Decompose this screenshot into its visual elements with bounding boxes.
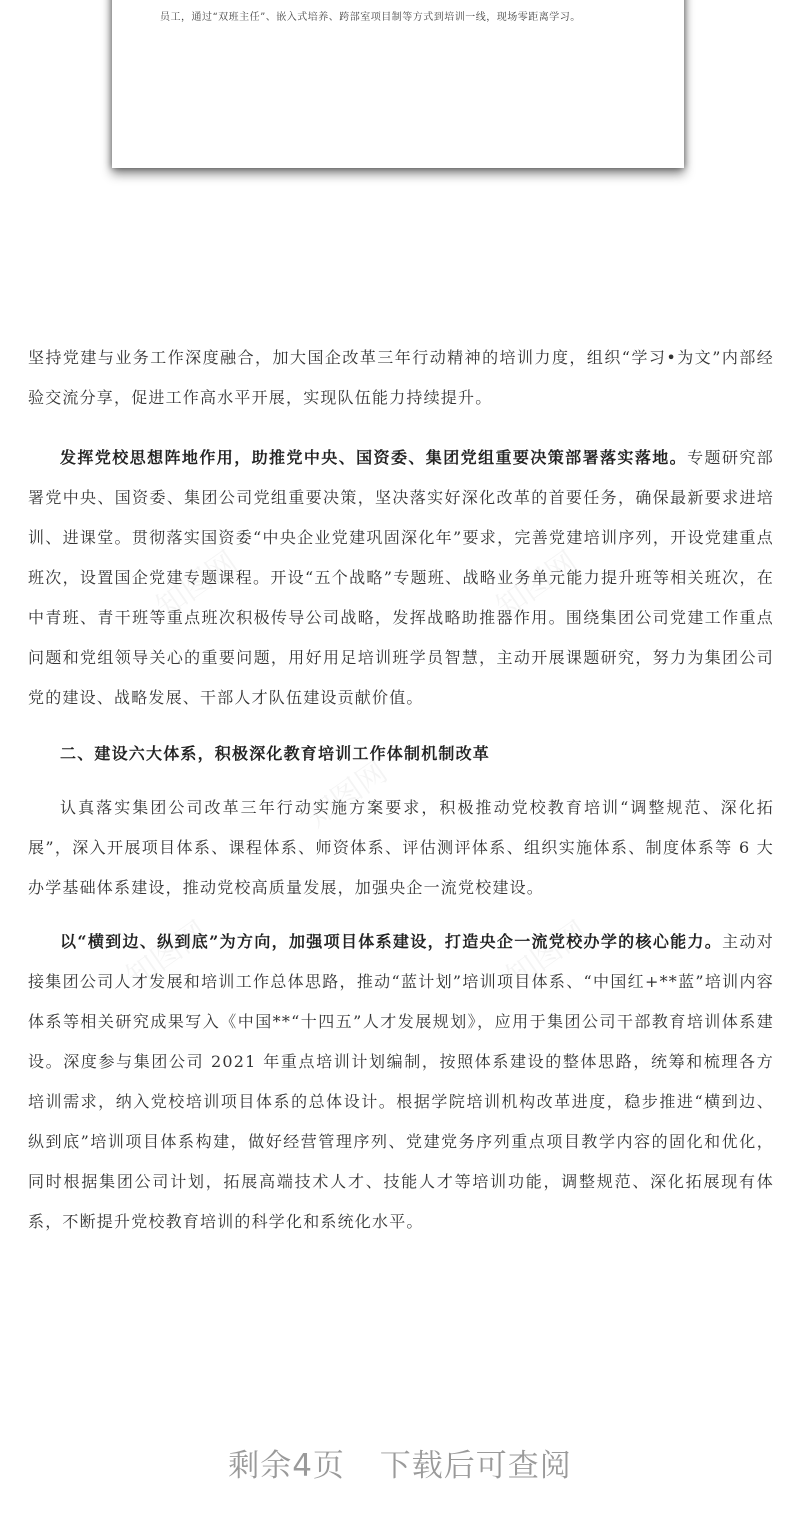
paragraph-body: 主动对接集团公司人才发展和培训工作总体思路，推动“蓝计划”培训项目体系、“中国红+**蓝”培训内容体系等相关研究成果写入《中国**“十四五”人才发展规划》，应用于集团公司干部教育培训体系建设。深度参与集团公司 2021 年重点培训计划编制，按照体系建设的整体思路，统筹和梳理各方培训需求，纳入党校培训项目体系的总体设计。根据学院培训机构改革进度，稳步推进“横到边、纵到底”培训项目体系构建，做好经营管理序列、党建党务序列重点项目教学内容的固化和优化，同时根据集团公司计划，拓展高端技术人才、技能人才等培训功能，调整规范、深化拓展现有体系，不断提升党校教育培训的科学化和系统化水平。 [28, 932, 774, 1231]
body-paragraph [28, 438, 774, 718]
body-paragraph: 坚持党建与业务工作深度融合，加大国企改革三年行动精神的培训力度，组织“学习•为文”内部经验交流分享，促进工作高水平开展，实现队伍能力持续提升。 [28, 348, 774, 407]
paragraph-body: 专题研究部署党中央、国资委、集团公司党组重要决策，坚决落实好深化改革的首要任务，确保最新要求进培训、进课堂。贯彻落实国资委“中央企业党建巩固深化年”要求，完善党建培训序列，开设党建重点班次，设置国企党建专题课程。开设“五个战略”专题班、战略业务单元能力提升班等相关班次，在中青班、青干班等重点班次积极传导公司战略，发挥战略助推器作用。围绕集团公司党建工作重点问题和党组领导关心的重要问题，用好用足培训班学员智慧，主动开展课题研究，努力为集团公司党的建设、战略发展、干部人才队伍建设贡献价值。 [28, 448, 774, 707]
remaining-pages-banner[interactable]: 剩余4页 下载后可查阅 [228, 1448, 572, 1484]
section-heading: 二、建设六大体系，积极深化教育培训工作体制机制改革 [60, 744, 491, 763]
paragraph-lead: 发挥党校思想阵地作用，助推党中央、国资委、集团党组重要决策部署落实落地。 [60, 448, 688, 467]
body-paragraph [28, 922, 774, 1242]
body-paragraph: 认真落实集团公司改革三年行动实施方案要求，积极推动党校教育培训“调整规范、深化拓展”，深入开展项目体系、课程体系、师资体系、评估测评体系、组织实施体系、制度体系等 6 大办学基础体系建设，推动党校高质量发展，加强央企一流党校建设。 [28, 798, 774, 897]
previous-page-preview [112, 0, 684, 168]
document-body [28, 338, 774, 1242]
previous-page-text: 员工，通过“双班主任”、嵌入式培养、跨部室项目制等方式到培训一线，现场零距离学习。 [160, 12, 581, 23]
paragraph-lead: 以“横到边、纵到底”为方向，加强项目体系建设，打造央企一流党校办学的核心能力。 [60, 932, 723, 951]
